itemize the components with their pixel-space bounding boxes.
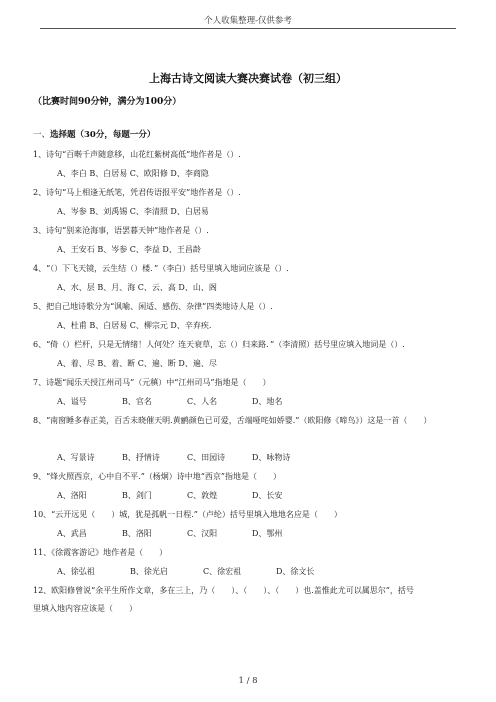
question-9-option-c: C、敦煌 — [187, 491, 218, 500]
question-10: 10、“云开远见（ ）城，犹是孤帆一日程.”（卢纶）括号里填入地地名应是（ ） — [33, 510, 342, 519]
exam-subtitle: （比赛时间90分钟，满分为100分） — [33, 97, 182, 107]
exam-title: 上海古诗文阅读大赛决赛试卷（初三组） — [149, 72, 347, 85]
section-heading — [33, 128, 155, 140]
question-2-options: A、岑参 B、刘禹锡 C、李清照 D、白居易 — [57, 207, 209, 216]
question-8: 8、“南窗睡多春正美，百舌未晓催天明.黄鹂颜色已可爱，舌端哑咤如娇婴.”（欧阳修《啼鸟》）这是一首（ ） — [33, 416, 432, 425]
question-8-option-b: B、抒情诗 — [122, 453, 160, 462]
section-label: 选择题（30分，每题一分） — [50, 130, 156, 140]
page-number: 1 / 8 — [238, 676, 258, 686]
question-7-option-a: A、谥号 — [57, 397, 87, 406]
question-7-option-c: C、人名 — [187, 397, 218, 406]
header-divider — [40, 28, 456, 29]
question-8-option-d: D、咏物诗 — [252, 453, 291, 462]
question-10-option-d: D、鄂州 — [252, 529, 283, 538]
question-4: 4、“（）下飞天镜，云生结（）楼．”（李白）括号里填入地词应该是（）. — [33, 264, 289, 273]
question-11-option-a: A、徐弘祖 — [57, 567, 95, 576]
question-7: 7、诗题“闻乐天授江州司马”（元稹）中“江州司马”指地是（ ） — [33, 378, 271, 387]
question-11-option-d: D、徐文长 — [276, 567, 315, 576]
question-12: 12、欧阳修曾说“余平生所作文章，多在三上，乃（ ）、（ ）、（ ）也.盖惟此尤可以属思尔”，括号 — [33, 586, 414, 595]
question-9-option-d: D、长安 — [252, 491, 283, 500]
question-12-continued: 里填入地内容应该是（ ） — [33, 604, 137, 613]
question-7-option-d: D、地名 — [252, 397, 283, 406]
question-11-option-b: B、徐光启 — [130, 567, 168, 576]
question-10-option-b: B、洛阳 — [122, 529, 152, 538]
question-9-option-b: B、剑门 — [122, 491, 152, 500]
question-9: 9、“烽火照西京，心中自不平.”（杨炯）诗中地“西京”指地是（ ） — [33, 472, 281, 481]
page-header: 个人收集整理-仅供参考 — [204, 16, 292, 26]
question-7-option-b: B、官名 — [122, 397, 152, 406]
question-6: 6、“倚（）栏杆，只是无情绪！人何处？连天衰草，忘（）归来路．”（李清照）括号里应填入地词是（）. — [33, 340, 405, 349]
question-5-options: A、杜甫 B、白居易 C、柳宗元 D、辛弃疾. — [57, 321, 212, 330]
question-4-options: A、水、层 B、月、海 C、云、高 D、山、阁 — [57, 283, 217, 292]
question-5: 5、把自己地诗歌分为“讽喻、闲适、感伤、杂律”四类地诗人是（）. — [33, 302, 273, 311]
question-1-options: A、李白 B、白居易 C、欧阳修 D、李商隐 — [57, 169, 209, 178]
question-11: 11、《徐霞客游记》地作者是（ ） — [33, 548, 168, 557]
question-6-options: A、着、尽 B、着、断 C、遍、断 D、遍、尽 — [57, 359, 217, 368]
section-prefix: 一、 — [33, 130, 51, 140]
question-10-option-c: C、汉阳 — [187, 529, 218, 538]
question-9-option-a: A、洛阳 — [57, 491, 87, 500]
question-11-option-c: C、徐宏祖 — [203, 567, 242, 576]
question-3: 3、诗句“别来沧海事，语罢暮天钟”地作者是（）. — [33, 226, 209, 235]
question-8-option-c: C、田园诗 — [187, 453, 226, 462]
question-3-options: A、王安石 B、岑参 C、李益 D、王昌龄 — [57, 245, 201, 254]
question-8-option-a: A、写景诗 — [57, 453, 95, 462]
question-10-option-a: A、武昌 — [57, 529, 87, 538]
question-1: 1、诗句“百啭千声随意移，山花红紫树高低”地作者是（）. — [33, 150, 241, 159]
question-2: 2、诗句“马上相逢无纸笔，凭君传语报平安”地作者是（）. — [33, 188, 241, 197]
